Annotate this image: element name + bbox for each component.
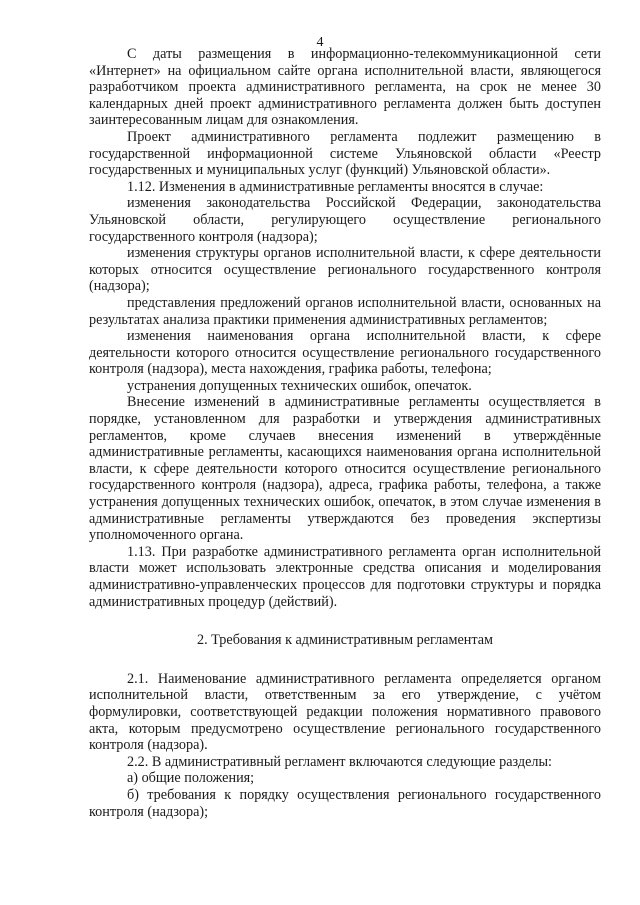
paragraph-registry-placement: Проект административного регламента подлежит размещению в государственной информационной системе Ульяновской области «Реестр государственных и муниципальных услуг (функций) Ульяновской области». [89,128,601,179]
paragraph-structure-change: изменения структуры органов исполнительной власти, к сфере деятельности которых относится осуществление регионального государственного контроля (надзора); [89,245,601,295]
paragraph-proposals: представления предложений органов исполнительной власти, основанных на результатах анализа практики применения административных регламентов; [89,294,601,328]
paragraph-amendment-procedure: Внесение изменений в административные регламенты осуществляется в порядке, установленном для разработки и утверждения административных регламентов, кроме случаев внесения изменений в утверждённые административные регламенты, касающихся наименования органа исполнительной власти, к сфере деятельности которого относится осуществление регионального государственного контроля (надзора), адреса, графика работы, телефона, а также устранения допущенных технических ошибок, опечаток, в этом случае изменения в административные регламенты утверждаются без проведения экспертизы уполномоченного органа. [89,394,601,544]
paragraph-typo-fix: устранения допущенных технических ошибок, опечаток. [127,377,472,394]
section-heading: 2. Требования к административным регламентам [196,632,493,649]
paragraph-legislation-change: изменения законодательства Российской Федерации, законодательства Ульяновской области, регулирующего осуществление регионального государственного контроля (надзора); [89,195,601,245]
paragraph-1-12-intro: 1.12. Изменения в административные регламенты вносятся в случае: [127,178,544,195]
page-number: 4 [316,35,324,50]
paragraph-name-change: изменения наименования органа исполнительной власти, к сфере деятельности которого относится осуществление регионального государственного контроля (надзора), места нахождения, графика работы, телефона; [89,328,601,378]
paragraph-2-2: 2.2. В административный регламент включаются следующие разделы: [127,753,552,770]
list-item-b: б) требования к порядку осуществления регионального государственного контроля (надзора); [89,786,601,820]
list-item-a: а) общие положения; [127,770,255,787]
paragraph-2-1: 2.1. Наименование административного регламента определяется органом исполнительной власти, ответственным за его утверждение, с учётом формулировки, соответствующей редакции положения нормативного правового акта, которым предусмотрено осуществление регионального государственного контроля (надзора). [89,670,601,754]
paragraph-publication-period: С даты размещения в информационно-телекоммуникационной сети «Интернет» на официальном сайте органа исполнительной власти, являющегося разработчиком проекта административного регламента, на срок не менее 30 календарных дней проект административного регламента должен быть доступен заинтересованным лицам для ознакомления. [89,46,601,129]
paragraph-1-13: 1.13. При разработке административного регламента орган исполнительной власти может использовать электронные средства описания и моделирования административно-управленческих процессов для подготовки структуры и порядка административных процедур (действий). [89,543,601,610]
document-body [89,46,601,820]
